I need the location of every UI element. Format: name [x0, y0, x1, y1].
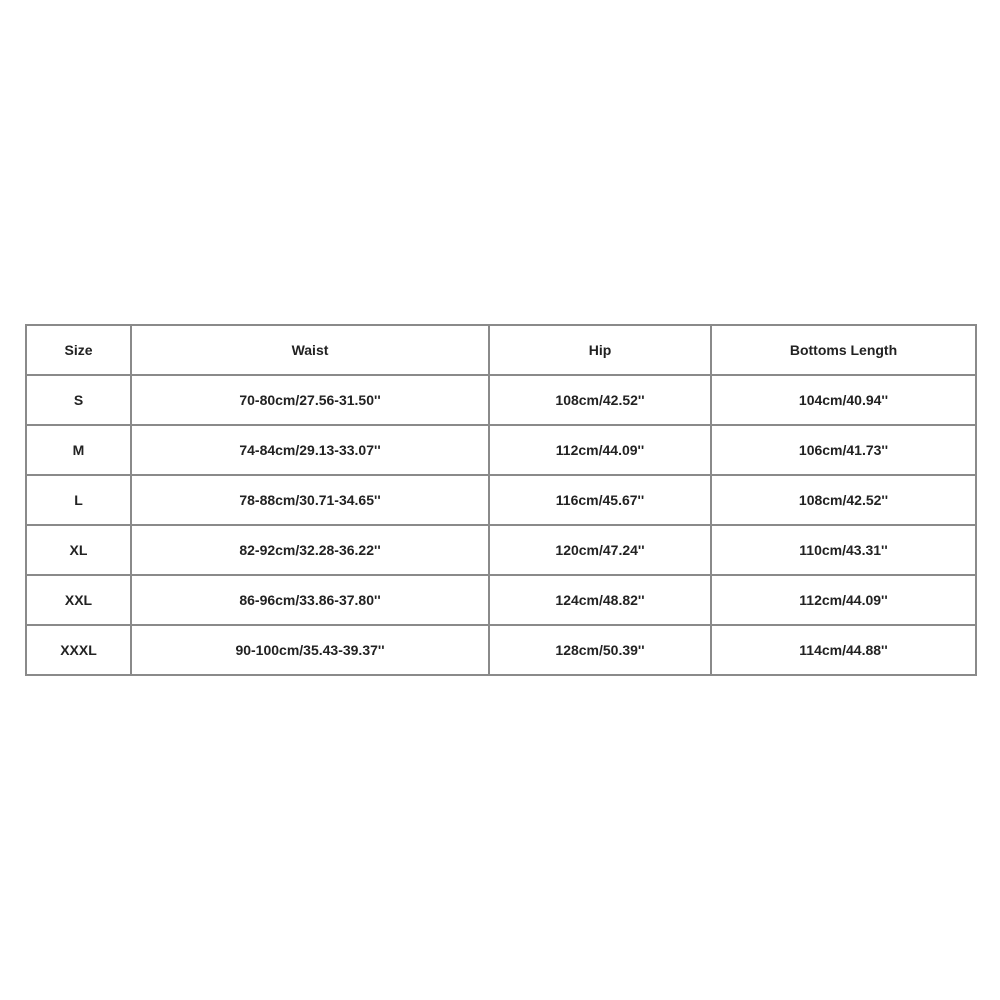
cell-size: S	[26, 375, 131, 425]
cell-waist: 74-84cm/29.13-33.07''	[131, 425, 489, 475]
cell-waist: 70-80cm/27.56-31.50''	[131, 375, 489, 425]
size-chart-table	[25, 324, 977, 676]
cell-waist: 82-92cm/32.28-36.22''	[131, 525, 489, 575]
cell-size: XL	[26, 525, 131, 575]
cell-bottoms-length: 114cm/44.88''	[711, 625, 976, 675]
cell-hip: 116cm/45.67''	[489, 475, 711, 525]
cell-hip: 112cm/44.09''	[489, 425, 711, 475]
table-row	[26, 525, 976, 575]
table-row	[26, 625, 976, 675]
cell-bottoms-length: 108cm/42.52''	[711, 475, 976, 525]
table-row	[26, 425, 976, 475]
table-header-row	[26, 325, 976, 375]
cell-bottoms-length: 106cm/41.73''	[711, 425, 976, 475]
header-bottoms-length: Bottoms Length	[711, 325, 976, 375]
cell-hip: 120cm/47.24''	[489, 525, 711, 575]
cell-size: L	[26, 475, 131, 525]
cell-waist: 86-96cm/33.86-37.80''	[131, 575, 489, 625]
cell-bottoms-length: 104cm/40.94''	[711, 375, 976, 425]
cell-waist: 78-88cm/30.71-34.65''	[131, 475, 489, 525]
header-size: Size	[26, 325, 131, 375]
table-row	[26, 475, 976, 525]
header-waist: Waist	[131, 325, 489, 375]
cell-hip: 124cm/48.82''	[489, 575, 711, 625]
cell-size: M	[26, 425, 131, 475]
cell-hip: 108cm/42.52''	[489, 375, 711, 425]
cell-size: XXL	[26, 575, 131, 625]
cell-bottoms-length: 110cm/43.31''	[711, 525, 976, 575]
cell-hip: 128cm/50.39''	[489, 625, 711, 675]
cell-bottoms-length: 112cm/44.09''	[711, 575, 976, 625]
cell-size: XXXL	[26, 625, 131, 675]
table-row	[26, 575, 976, 625]
cell-waist: 90-100cm/35.43-39.37''	[131, 625, 489, 675]
header-hip: Hip	[489, 325, 711, 375]
table-row	[26, 375, 976, 425]
